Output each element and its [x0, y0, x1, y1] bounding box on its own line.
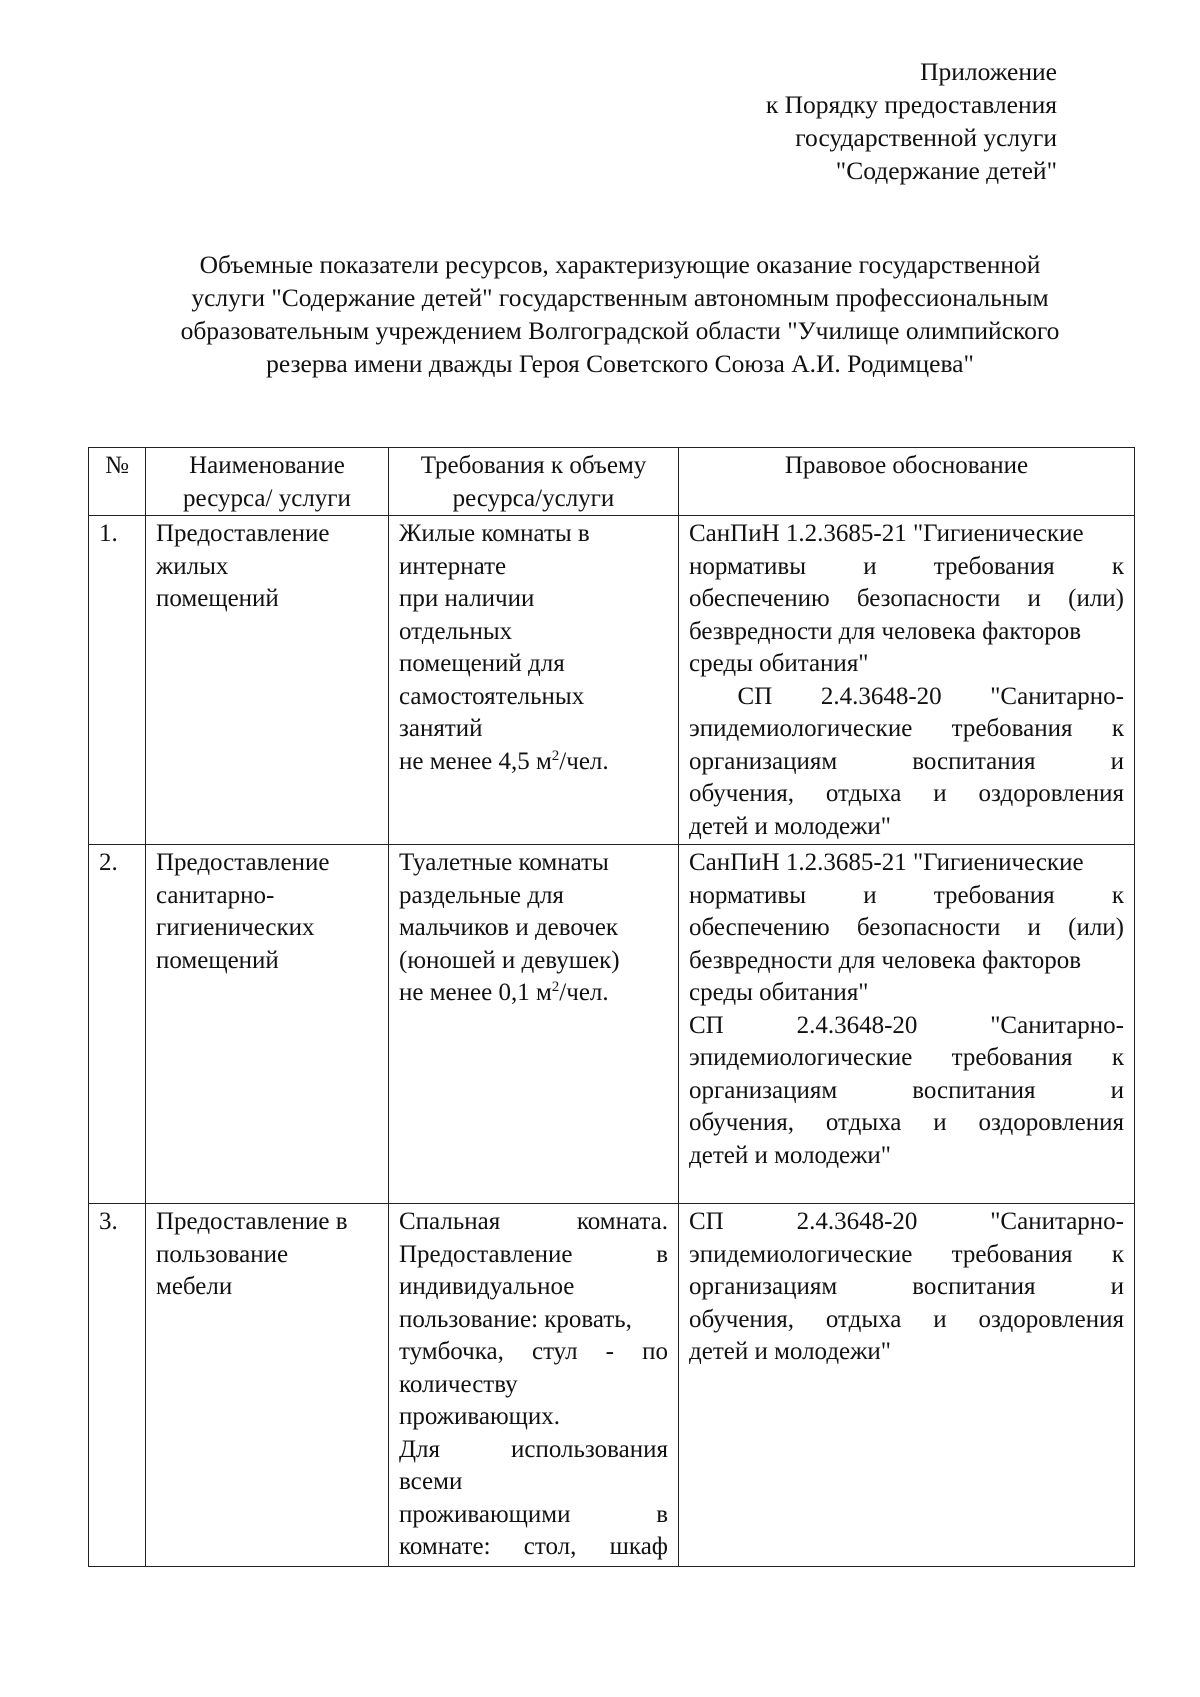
table-header-row	[89, 448, 1135, 516]
header-cell-num: №	[89, 448, 146, 516]
appendix-line: государственной услуги	[795, 123, 1057, 152]
table-row	[89, 1204, 1135, 1567]
row-number: 1.	[89, 516, 146, 845]
requirements: Жилые комнаты в интернате при наличии отдельных помещений для самостоятельных занятий не менее 4,5 $м^2$/чел.	[389, 516, 679, 845]
table-row	[89, 516, 1135, 845]
requirements: Спальная комната. Предоставление в индивидуальное пользование: кровать, тумбочка, стул - по количеству проживающих. Для использования всеми проживающими в комнате: стол, шкаф	[389, 1204, 679, 1567]
resources-table	[88, 447, 1135, 1567]
resource-name: Предоставление в пользование мебели	[146, 1204, 389, 1567]
appendix-line: "Содержание детей"	[835, 156, 1057, 185]
title-line: образовательным учреждением Волгоградской области "Училище олимпийского	[180, 316, 1060, 345]
row-number: 3.	[89, 1204, 146, 1567]
header-cell-name	[146, 448, 389, 516]
header-line: Наименование	[189, 452, 345, 479]
area-norm: не менее 0,1 $м^2$/чел.	[399, 979, 609, 1006]
row-number: 2.	[89, 845, 146, 1204]
header-cell-legal: Правовое обоснование	[679, 448, 1135, 516]
appendix-line: Приложение	[920, 57, 1057, 86]
title-line: резерва имени дважды Героя Советского Союза А.И. Родимцева"	[266, 349, 974, 378]
title-line: Объемные показатели ресурсов, характеризующие оказание государственной	[199, 250, 1041, 279]
legal-basis: СанПиН 1.2.3685-21 "Гигиенические нормативы и требования к обеспечению безопасности и (или) безвредности для человека факторов среды обитания" СП 2.4.3648-20 "Санитарно- эпидемиологические требования к организациям воспитания и обучения, отдыха и оздоровления детей и молодежи"	[679, 845, 1135, 1204]
header-line: Требования к объему	[420, 452, 647, 479]
header-line: ресурса/услуги	[452, 484, 615, 512]
legal-basis: СП 2.4.3648-20 "Санитарно- эпидемиологические требования к организациям воспитания и обучения, отдыха и оздоровления детей и молодежи"	[679, 1204, 1135, 1567]
legal-basis: СанПиН 1.2.3685-21 "Гигиенические нормативы и требования к обеспечению безопасности и (или) безвредности для человека факторов среды обитания" СП 2.4.3648-20 "Санитарно- эпидемиологические требования к организациям воспитания и обучения, отдыха и оздоровления детей и молодежи"	[679, 516, 1135, 845]
header-cell-requirements	[389, 448, 679, 516]
title-line: услуги "Содержание детей" государственным автономным профессиональным	[191, 283, 1049, 312]
document-title	[100, 248, 1140, 380]
resource-name: Предоставление жилых помещений	[146, 516, 389, 845]
area-norm: не менее 4,5 $м^2$/чел.	[399, 747, 609, 775]
header-line: ресурса/ услуги	[183, 484, 351, 512]
table-row	[89, 845, 1135, 1204]
resource-name: Предоставление санитарно- гигиенических помещений	[146, 845, 389, 1204]
appendix-line: к Порядку предоставления	[765, 90, 1057, 119]
requirements: Туалетные комнаты раздельные для мальчиков и девочек (юношей и девушек) не менее 0,1 $м^2$/чел.	[389, 845, 679, 1204]
appendix-block	[766, 55, 1057, 187]
